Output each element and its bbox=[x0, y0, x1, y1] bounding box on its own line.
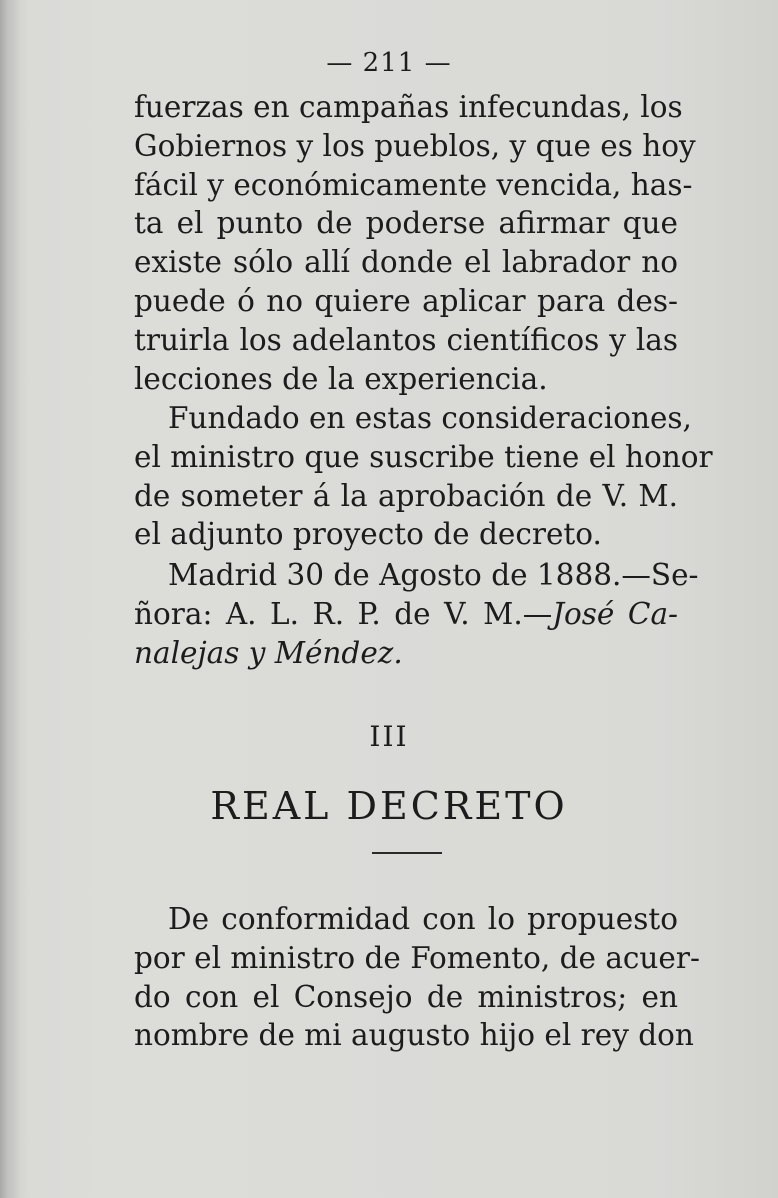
text-line: truirla los adelantos científicos y las bbox=[134, 322, 678, 357]
section-number: III bbox=[369, 720, 409, 753]
text-line: el ministro que suscribe tiene el honor bbox=[134, 439, 713, 474]
text-line: Gobiernos y los pueblos, y que es hoy bbox=[134, 128, 696, 163]
paragraph-4 bbox=[134, 900, 700, 1055]
text-line: Madrid 30 de Agosto de 1888.—Se- bbox=[168, 558, 699, 592]
text-line: fuerzas en campañas infecundas, los bbox=[134, 90, 683, 124]
page-edge-shadow bbox=[0, 0, 20, 1198]
section-title: REAL DECRETO bbox=[210, 784, 568, 828]
text-line: fácil y económicamente vencida, has- bbox=[134, 167, 693, 202]
text-line: existe sólo allí donde el labrador no bbox=[134, 245, 678, 280]
text-line: ta el punto de poderse afirmar que bbox=[134, 206, 678, 241]
text-line: el adjunto proyecto de decreto. bbox=[134, 517, 602, 552]
signature-name: nalejas y Méndez. bbox=[134, 635, 403, 670]
text-line bbox=[134, 595, 678, 634]
text-line: de someter á la aprobación de V. M. bbox=[134, 478, 678, 513]
signature-name-part: José Ca- bbox=[552, 596, 678, 631]
page-number: — 211 — bbox=[326, 48, 452, 78]
text-line: De conformidad con lo propuesto bbox=[168, 902, 678, 936]
text-line: nombre de mi augusto hijo el rey don bbox=[134, 1018, 694, 1053]
text-line: lecciones de la experiencia. bbox=[134, 361, 548, 396]
divider-rule bbox=[372, 852, 442, 854]
text-line: puede ó no quiere aplicar para des- bbox=[134, 283, 678, 318]
paragraph-2 bbox=[134, 399, 713, 554]
text-line: do con el Consejo de ministros; en bbox=[134, 979, 678, 1014]
paragraph-1 bbox=[134, 88, 696, 398]
text-line: Fundado en estas consideraciones, bbox=[168, 401, 692, 435]
text-line-plain: ñora: A. L. R. P. de V. M.— bbox=[134, 596, 553, 631]
text-line: por el ministro de Fomento, de acuer- bbox=[134, 940, 700, 975]
paragraph-3-signature bbox=[134, 556, 699, 672]
